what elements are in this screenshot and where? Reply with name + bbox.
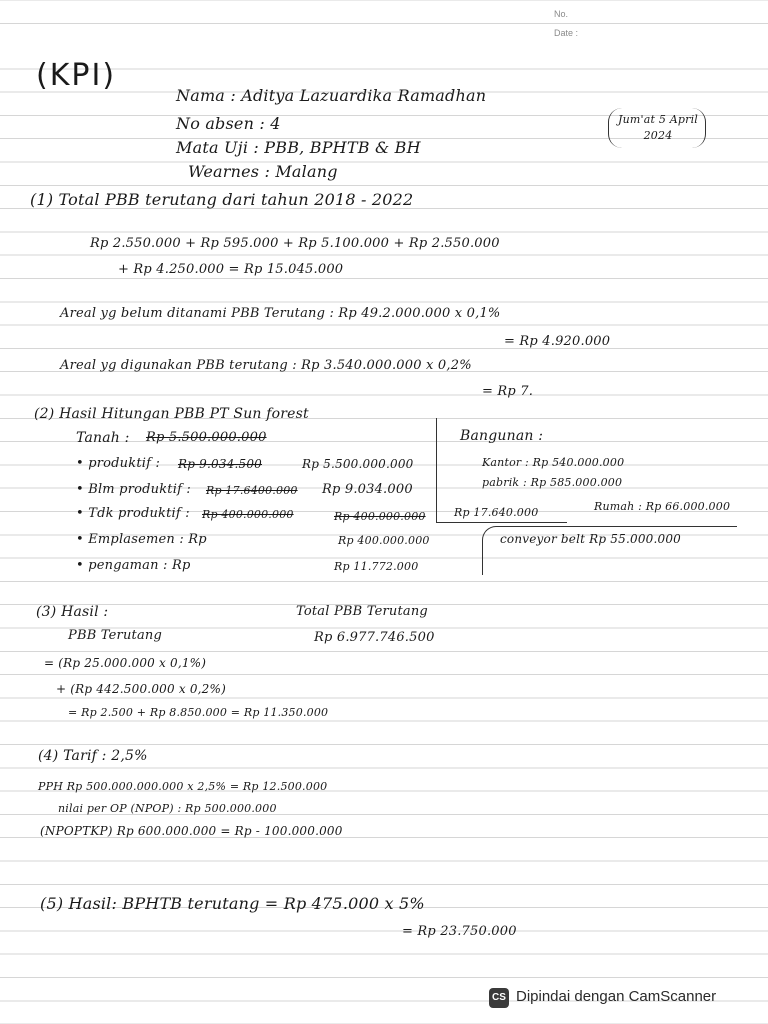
absen-line: No absen : 4 <box>176 114 281 133</box>
page-title: (KPI) <box>36 58 117 93</box>
q4-npop: nilai per OP (NPOP) : Rp 500.000.000 <box>58 802 277 815</box>
q3-total-value: Rp 6.977.746.500 <box>314 630 435 645</box>
q2-tanah-struck: Rp 5.500.000.000 <box>146 430 267 445</box>
no-label: No. <box>554 9 569 19</box>
q3-pbb-label: PBB Terutang <box>68 628 162 643</box>
q2-tanah: Tanah : <box>76 430 130 446</box>
q2-produktif-struck: Rp 9.034.500 <box>178 457 263 471</box>
q4-npoptkp: (NPOPTKP) Rp 600.000.000 = Rp - 100.000.000 <box>40 824 343 838</box>
q1-areal2-result: = Rp 7. <box>482 384 534 399</box>
q3-line3: = Rp 2.500 + Rp 8.850.000 = Rp 11.350.000 <box>68 706 329 719</box>
mata-uji-line: Mata Uji : PBB, BPHTB & BH <box>176 138 421 157</box>
q5-result: = Rp 23.750.000 <box>402 924 517 939</box>
q1-areal1: Areal yg belum ditanami PBB Terutang : Rp 49.2.000.000 x 0,1% <box>60 306 501 321</box>
q2-pabrik: pabrik : Rp 585.000.000 <box>482 476 623 489</box>
date-note: Jum'at 5 April 2024 <box>618 113 698 142</box>
q2-heading: (2) Hasil Hitungan PBB PT Sun forest <box>34 406 309 422</box>
q3-line2: + (Rp 442.500.000 x 0,2%) <box>56 682 226 696</box>
q3-heading: (3) Hasil : <box>36 604 109 620</box>
q2-kantor: Kantor : Rp 540.000.000 <box>482 456 625 469</box>
wearnes-line: Wearnes : Malang <box>188 162 338 181</box>
q2-blm-produktif-struck: Rp 17.6400.000 <box>206 484 298 497</box>
date-label: Date : <box>554 28 579 38</box>
q4-heading: (4) Tarif : 2,5% <box>38 748 148 764</box>
q2-emplasemen-value: Rp 400.000.000 <box>338 534 430 547</box>
q2-tdk-produktif-struck-2: Rp 400.000.000 <box>334 510 426 523</box>
q2-tdk-produktif: • Tdk produktif : <box>76 506 190 521</box>
q1-line1: Rp 2.550.000 + Rp 595.000 + Rp 5.100.000 + Rp 2.550.000 <box>90 236 500 251</box>
q2-produktif-value: Rp 5.500.000.000 <box>302 457 414 471</box>
q1-areal2: Areal yg digunakan PBB terutang : Rp 3.540.000.000 x 0,2% <box>60 358 472 373</box>
q2-blm-produktif: • Blm produktif : <box>76 482 192 497</box>
q2-emplasemen: • Emplasemen : Rp <box>76 532 207 547</box>
q3-total-label: Total PBB Terutang <box>296 604 428 619</box>
q2-produktif: • produktif : <box>76 456 161 471</box>
q5-heading: (5) Hasil: BPHTB terutang = Rp 475.000 x 5% <box>40 894 425 913</box>
nama-line: Nama : Aditya Lazuardika Ramadhan <box>176 86 487 105</box>
q2-pengaman-value: Rp 11.772.000 <box>334 560 419 573</box>
q2-tdk-produktif-struck-1: Rp 400.000.000 <box>202 508 294 521</box>
q3-line1: = (Rp 25.000.000 x 0,1%) <box>44 656 207 670</box>
q4-pph: PPH Rp 500.000.000.000 x 2,5% = Rp 12.500.000 <box>38 780 328 793</box>
q1-areal1-result: = Rp 4.920.000 <box>504 334 611 349</box>
camscanner-logo: CS <box>489 988 509 1008</box>
q1-heading: (1) Total PBB terutang dari tahun 2018 - 2022 <box>30 190 414 209</box>
q2-rumah: Rumah : Rp 66.000.000 <box>594 500 731 513</box>
q2-conveyor: conveyor belt Rp 55.000.000 <box>500 532 682 546</box>
q2-pengaman: • pengaman : Rp <box>76 558 191 573</box>
q2-bangunan: Bangunan : <box>460 428 544 444</box>
camscanner-watermark: Dipindai dengan CamScanner <box>516 988 717 1005</box>
q2-tdk-produktif-value: Rp 17.640.000 <box>454 506 539 519</box>
q2-blm-produktif-value: Rp 9.034.000 <box>322 482 413 497</box>
q1-line2: + Rp 4.250.000 = Rp 15.045.000 <box>118 262 344 277</box>
